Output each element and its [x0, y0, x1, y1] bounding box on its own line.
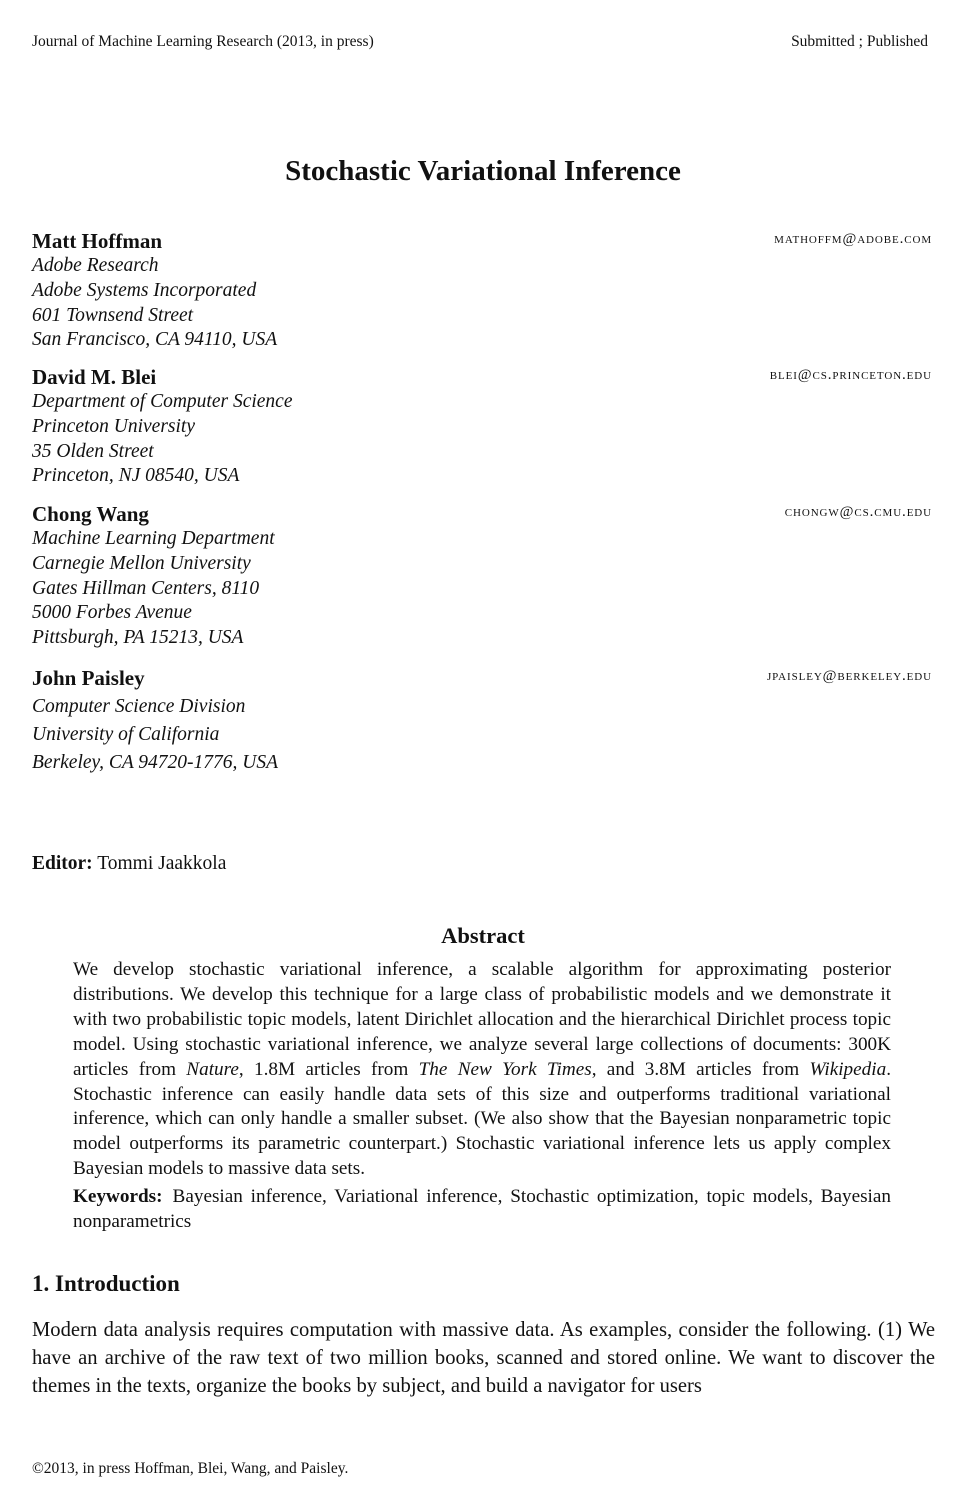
author-email: mathoffm@adobe.com — [774, 231, 932, 247]
abstract-text-part: . Stochastic inference can easily handle data sets of this size and outperforms traditional variational inference, which can only handle a smaller subset. (We also show that the Bayesian nonparametric topic model outperforms its parametric counterpart.) Stochastic variational inference lets us apply complex Bayesian models to massive data sets. — [73, 1058, 891, 1180]
keywords-text: Bayesian inference, Variational inference, Stochastic optimization, topic models, Bayesian nonparametrics — [73, 1186, 891, 1232]
author-block — [32, 364, 932, 489]
abstract-text-part: We develop stochastic variational inference, a scalable algorithm for approximating posterior distributions. We develop this technique for a large class of probabilistic models and we demonstrate it with two probabilistic topic models, latent Dirichlet allocation and the hierarchical Dirichlet process topic model. Using stochastic variational inference, we analyze several large collections of documents: 300K articles from — [73, 959, 891, 1080]
keywords-label: Keywords: — [73, 1186, 163, 1207]
author-affiliation-line: Gates Hillman Centers, 8110 — [32, 577, 260, 599]
author-block — [32, 501, 932, 651]
abstract-emph-nyt: The New York Times — [418, 1058, 592, 1080]
author-affiliation-line: Adobe Systems Incorporated — [32, 279, 257, 301]
author-affiliation-line: 35 Olden Street — [32, 440, 154, 462]
author-affiliation-line: Princeton University — [32, 415, 195, 437]
abstract-text-part: , and 3.8M articles from — [591, 1058, 810, 1080]
author-name: Chong Wang — [32, 502, 149, 526]
author-affiliation-line: 601 Townsend Street — [32, 304, 194, 326]
author-email: jpaisley@berkeley.edu — [766, 668, 932, 684]
author-name: David M. Blei — [32, 365, 157, 389]
keywords-line — [73, 1185, 891, 1235]
editor-name: Tommi Jaakkola — [97, 853, 227, 874]
author-affiliation-line: Berkeley, CA 94720-1776, USA — [32, 752, 279, 773]
author-affiliation-line: Carnegie Mellon University — [32, 552, 251, 574]
author-name: John Paisley — [32, 666, 145, 690]
abstract-emph-nature: Nature — [186, 1058, 239, 1080]
author-affiliation-line: Machine Learning Department — [32, 528, 275, 549]
copyright-footer: ©2013, in press Hoffman, Blei, Wang, and Paisley. — [32, 1460, 349, 1477]
abstract-emph-wikipedia: Wikipedia — [809, 1058, 887, 1080]
running-header-journal: Journal of Machine Learning Research (2013, in press) — [32, 33, 374, 50]
author-affiliation-line: Adobe Research — [32, 255, 159, 276]
author-affiliation-line: Department of Computer Science — [32, 391, 293, 412]
editor-label: Editor: — [32, 853, 93, 874]
author-email: chongw@cs.cmu.edu — [784, 504, 932, 520]
editor-line — [32, 853, 226, 875]
abstract-heading: Abstract — [441, 923, 525, 948]
running-header-status: Submitted ; Published — [791, 33, 928, 50]
author-affiliation-line: Princeton, NJ 08540, USA — [32, 465, 240, 487]
section-heading: 1. Introduction — [32, 1271, 180, 1296]
author-affiliation-line: San Francisco, CA 94110, USA — [32, 329, 278, 351]
author-affiliation-line: Computer Science Division — [32, 696, 246, 717]
author-block — [32, 665, 932, 777]
author-affiliation-line: 5000 Forbes Avenue — [32, 602, 192, 624]
intro-paragraph: Modern data analysis requires computation with massive data. As examples, consider the following. (1) We have an archive of the raw text of two million books, scanned and stored online. We want to discover the themes in the texts, organize the books by subject, and build a navigator for users — [32, 1319, 935, 1398]
abstract-text — [73, 958, 891, 1182]
paper-title: Stochastic Variational Inference — [285, 155, 681, 187]
author-block — [32, 228, 932, 353]
author-affiliation-line: University of California — [32, 724, 220, 745]
author-name: Matt Hoffman — [32, 229, 163, 253]
abstract-text-part: , 1.8M articles from — [238, 1058, 419, 1080]
author-email: blei@cs.princeton.edu — [769, 367, 932, 383]
author-affiliation-line: Pittsburgh, PA 15213, USA — [32, 627, 244, 649]
